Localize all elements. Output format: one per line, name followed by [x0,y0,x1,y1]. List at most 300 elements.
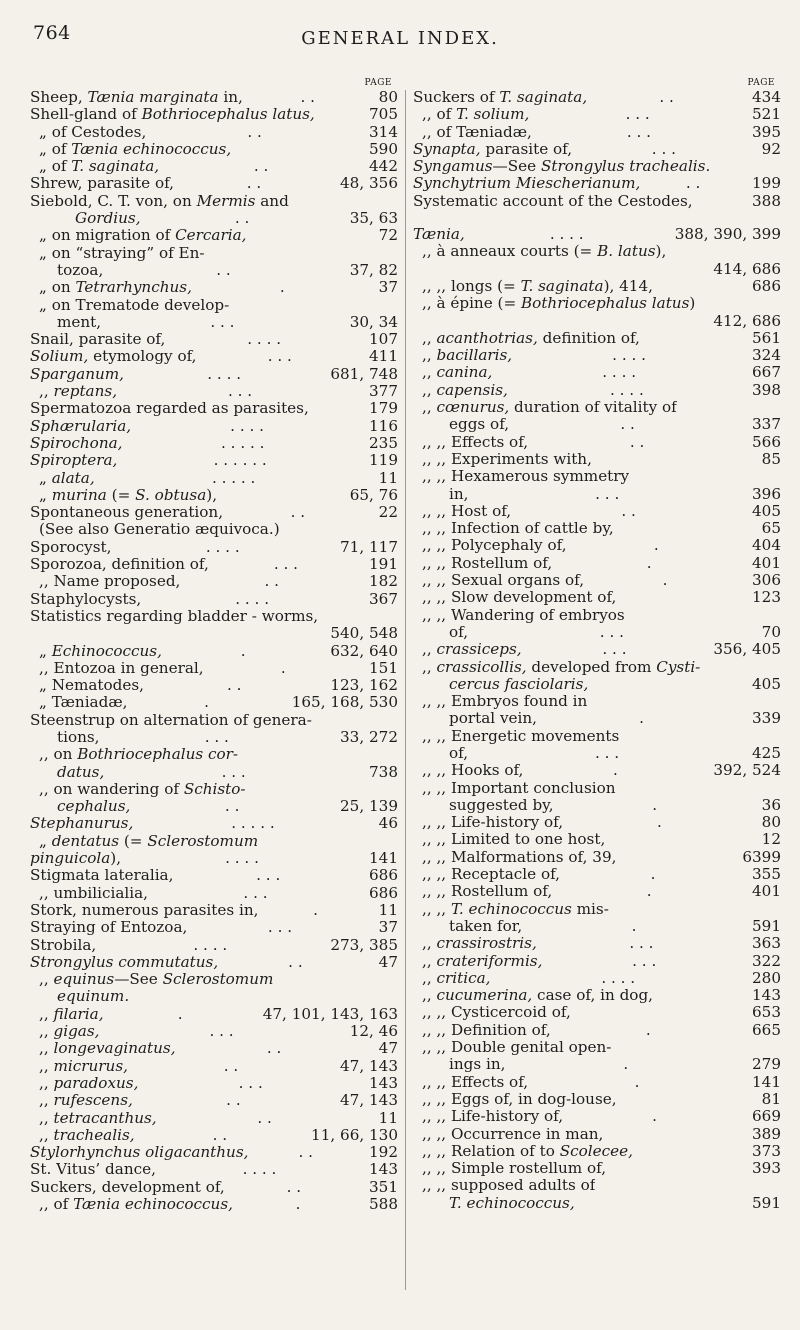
index-entry [413,970,781,987]
entry-segment: longevaginatus, [53,1040,176,1058]
entry-segment: Staphylocysts, [30,590,142,608]
entry-segment: ,, ,, Polycephaly of, [422,537,567,555]
entry-segment: in, [449,485,469,503]
index-entry [413,1091,781,1108]
entry-text [39,297,229,314]
page-reference: 47, 143 [340,1091,398,1110]
entry-segment: filaria, [53,1005,104,1023]
entry-segment: cucumerina, [436,987,533,1005]
entry-segment: Bothriocephalus cor- [77,746,239,764]
entry-segment: ,, ,, Life-history of, [422,1108,564,1126]
index-entry [30,1006,398,1023]
page-reference: 46 [378,814,398,833]
page-reference: 356, 405 [713,640,781,659]
index-entry [413,918,781,935]
entry-text [39,124,146,141]
leader-dots: . . . . . [231,814,275,833]
page-reference: 414, 686 [713,259,781,278]
index-entry [30,694,398,711]
entry-text [449,676,588,693]
entry-segment: Suckers, development of, [30,1178,225,1196]
entry-segment: ,, [422,969,437,987]
entry-text [422,1108,563,1125]
leader-dots: . [177,1004,183,1023]
entry-segment: „ of [39,158,72,176]
index-entry [30,227,398,244]
index-entry [30,591,398,608]
entry-text [422,278,653,295]
page-reference: 686 [752,276,781,295]
entry-segment: ,, Entozoa in general, [39,659,204,677]
leader-dots: . . [266,1039,282,1058]
page-reference: 85 [761,449,781,468]
leader-dots: . . [223,1056,239,1075]
page-reference: 37 [378,918,398,937]
leader-dots: . . [659,88,674,106]
entry-segment: crateriformis, [436,952,543,970]
entry-text [30,1161,156,1178]
entry-segment: paradoxus, [53,1074,139,1092]
entry-text [422,1126,603,1143]
entry-segment: ,, on [39,746,78,764]
entry-text [30,400,309,417]
leader-dots: . . [629,432,645,451]
index-entry [30,850,398,867]
entry-segment: ,, ,, Important conclusion [422,779,616,797]
page-reference: 401 [752,553,781,572]
index-entry [413,814,781,831]
page-reference: 123, 162 [330,676,398,695]
leader-dots: . . . [602,640,627,659]
page-reference: 81 [761,1089,781,1108]
index-entry [30,729,398,746]
entry-segment: ,, ,, Energetic movements [422,727,620,745]
page-reference: 405 [752,501,781,520]
entry-segment: ,, ,, Slow development of, [422,589,617,607]
index-entry [413,1195,781,1212]
page-reference: 401 [752,882,781,901]
index-entry [413,901,781,918]
page-reference: 116 [369,416,398,435]
index-entry [30,1110,398,1127]
index-entry [413,1022,781,1039]
entry-text [39,279,192,296]
leader-dots: . [240,641,246,660]
index-entry [30,867,398,884]
page-reference: 322 [752,951,781,970]
entry-text [449,745,468,762]
index-entry [413,434,781,451]
page-reference: 11 [378,468,398,487]
entry-text [422,106,529,123]
entry-segment: T. echinococcus [450,900,572,918]
page-column-label: PAGE [747,78,775,88]
entry-segment: Stigmata lateralia, [30,867,174,885]
entry-segment: Spontaneous generation, [30,504,224,522]
entry-segment: Spirochona, [30,434,123,452]
entry-segment: of, [449,744,469,762]
entry-segment: Stylorhynchus oligacanthus, [30,1144,249,1162]
page-reference: 70 [761,622,781,641]
entry-segment: Spiroptera, [30,452,118,470]
entry-segment: ,, [39,1074,54,1092]
page-reference: 686 [369,866,398,885]
entry-segment: ,, [39,1023,54,1041]
entry-segment: crassirostris, [436,935,537,953]
entry-text [30,1179,225,1196]
index-entry [413,313,781,330]
leader-dots: . [652,1107,657,1126]
index-entry [413,831,781,848]
entry-segment: ings in, [449,1056,506,1074]
entry-text [422,987,653,1004]
entry-text [39,1092,133,1109]
entry-text [422,364,492,381]
entry-segment: ,, ,, Hexamerous symmetry [422,468,630,486]
entry-text [30,937,96,954]
entry-text [422,295,695,312]
entry-text [422,347,512,364]
entry-text [39,141,231,158]
page-reference: 393 [752,1159,781,1178]
leader-dots: . . . . [612,346,646,365]
entry-segment: Tænia marginata [87,89,219,106]
index-entry [413,1074,781,1091]
leader-dots: . . . . [549,225,584,244]
index-entry [413,797,781,814]
index-entry [30,625,398,642]
page-reference: 47, 101, 143, 163 [262,1004,398,1023]
entry-segment: Sporocyst, [30,538,112,556]
page-reference: 22 [378,503,398,522]
entry-segment: ,, à anneaux courts (= [422,243,598,261]
index-entry [30,1144,398,1161]
index-entry [30,573,398,590]
index-entry [413,520,781,537]
entry-segment: ,, [39,1040,54,1058]
entry-segment: tions, [57,728,100,746]
page-reference: 395 [752,122,781,141]
entry-segment: ,, of Tæniadæ, [422,123,532,141]
index-entry [413,641,781,658]
page-reference: 37, 82 [349,260,398,279]
leader-dots: . . . . [225,849,259,868]
entry-segment: ,, [39,1057,54,1075]
entry-segment: Cysti- [656,658,701,676]
index-entry [30,798,398,815]
entry-text [422,124,532,141]
entry-text [39,1040,176,1057]
entry-text [413,158,710,175]
entry-segment: eggs of, [449,416,510,434]
entry-text [30,539,112,556]
entry-text [422,572,584,589]
entry-segment: ,, of [422,106,457,124]
page-reference: 389 [752,1124,781,1143]
entry-segment: crassiceps, [436,641,522,659]
leader-dots: . . [234,209,250,228]
entry-segment: ,, ,, Cysticercoid of, [422,1004,571,1022]
entry-text [449,624,468,641]
page-reference: 667 [752,363,781,382]
entry-segment: „ on Trematode develop- [39,296,230,314]
entry-segment: „ [39,832,52,850]
entry-segment: ,, [422,381,437,399]
entry-segment: Snail, parasite of, [30,331,166,349]
leader-dots: . [645,1020,651,1039]
entry-text [57,262,103,279]
entry-text [39,833,258,850]
entry-segment: developed from [526,658,657,676]
page-reference: 686 [369,883,398,902]
entry-text [75,210,141,227]
page-reference: 705 [369,105,398,124]
page-reference: 388 [752,191,781,210]
entry-segment: Bothriocephalus latus [521,295,690,313]
index-entry [30,435,398,452]
index-entry [413,953,781,970]
index-entry [413,1004,781,1021]
page-reference: 665 [752,1020,781,1039]
entry-text [422,693,587,710]
entry-segment: duration of vitality of [509,399,677,417]
entry-text [30,919,187,936]
leader-dots: . . . . [207,364,242,383]
page-reference: 373 [752,1141,781,1160]
entry-segment: ,, ,, Life-history of, [422,814,564,832]
index-entry [413,330,781,347]
entry-segment: tozoa, [57,261,104,279]
page-reference: 12, 46 [349,1022,398,1041]
page-reference: 235 [369,433,398,452]
entry-segment: „ [39,469,52,487]
entry-text [30,608,318,625]
entry-segment: ,, ,, Experiments with, [422,450,592,468]
leader-dots: . . [212,1125,228,1144]
page-reference: 143 [369,1073,398,1092]
entry-segment: Echinococcus, [51,642,162,660]
page-reference: 411 [369,347,398,366]
entry-text [30,452,117,469]
entry-segment: (= [119,832,148,850]
page-reference: 561 [752,328,781,347]
leader-dots: . . [257,1108,272,1127]
page-reference: 669 [752,1107,781,1126]
entry-segment: ,, [422,987,437,1005]
entry-segment: Stork, numerous parasites in, [30,901,259,919]
page-reference: 11 [378,900,398,919]
page-reference: 72 [378,226,398,245]
entry-text [39,1127,135,1144]
entry-text [422,1160,606,1177]
entry-text [30,1144,248,1161]
leader-dots: . [623,1055,629,1074]
entry-segment: etymology of, [88,348,197,366]
page-reference: 47 [378,1039,398,1058]
leader-dots: . [634,1072,640,1091]
entry-segment: ), [655,243,667,261]
page-reference: 314 [369,122,398,141]
index-entry [413,572,781,589]
entry-segment: Synapta, [413,140,481,158]
entry-segment: datus, [57,763,105,781]
page-reference: 306 [752,571,781,590]
entry-segment: Strobila, [30,936,97,954]
leader-dots: . . . [256,866,281,885]
page-reference: 590 [369,139,398,158]
leader-dots: . . . . [205,537,240,556]
entry-segment: reptans, [53,383,118,401]
index-entry [30,1179,398,1196]
page-reference: 25, 139 [340,797,398,816]
entry-segment: T. saginata, [71,158,160,176]
entry-text [39,677,144,694]
page-reference: 363 [752,934,781,953]
leader-dots: . . . . [193,935,228,954]
page-reference: 36 [761,795,781,814]
index-entry [413,728,781,745]
index-entry [30,487,398,504]
index-entry [413,537,781,554]
page-reference: 192 [369,1143,398,1162]
entry-text [422,866,560,883]
index-entry [30,1161,398,1178]
index-entry [30,470,398,487]
index-entry [413,935,781,952]
entry-segment: Gordius, [75,210,141,228]
entry-segment: Straying of Entozoa, [30,919,188,937]
index-entry [413,1056,781,1073]
entry-segment: Sclerostomum [147,832,259,850]
entry-text [422,1091,617,1108]
entry-text [30,850,121,867]
entry-text [422,780,616,797]
leader-dots: . . [224,797,240,816]
index-entry [30,954,398,971]
entry-segment: ,, [39,1005,54,1023]
entry-text [57,764,104,781]
entry-text [30,902,258,919]
index-entry [30,452,398,469]
entry-segment: ,, ,, Malformations of, 39, [422,848,617,866]
index-entry [30,1196,398,1213]
index-entry [30,314,398,331]
index-entry [413,347,781,364]
entry-text [413,193,693,210]
index-entry [30,383,398,400]
page-reference: 179 [369,399,398,418]
leader-dots: . [646,882,652,901]
entry-segment: Sheep, [30,89,88,106]
entry-text [39,227,247,244]
index-entry [30,919,398,936]
entry-segment: ,, ,, Effects of, [422,1073,529,1091]
leader-dots: . [631,916,637,935]
index-entry [30,556,398,573]
entry-segment: Cercaria, [175,227,247,245]
entry-text [413,226,465,243]
page-reference: 199 [752,174,781,193]
entry-text [39,521,280,538]
entry-segment: ,, ,, Hooks of, [422,762,524,780]
entry-segment: cephalus, [57,798,131,816]
index-entry [413,710,781,727]
page-reference: 11, 66, 130 [311,1125,398,1144]
index-entry [30,504,398,521]
entry-segment: ,, [422,399,437,417]
page-reference: 37 [378,278,398,297]
entry-text [39,746,238,763]
leader-dots: . . . . [235,589,270,608]
entry-segment: ,, ,, Eggs of, in dog-louse, [422,1090,617,1108]
entry-segment: Strongylus trachealis. [540,158,711,176]
entry-segment: ,, ,, Receptacle of, [422,866,560,884]
entry-segment: T. echinococcus, [449,1194,575,1212]
leader-dots: . . . . . [221,433,265,452]
leader-dots: . . . [594,743,620,762]
entry-segment: definition of, [537,329,640,347]
entry-segment: ,, [422,952,437,970]
entry-text [422,243,666,260]
entry-segment: „ Tæniadæ, [39,694,128,712]
entry-text [422,1177,595,1194]
entry-text [422,1039,611,1056]
leader-dots: . [652,795,658,814]
leader-dots: . . . . . [211,468,256,487]
index-entry [413,295,781,312]
leader-dots: . . . [243,883,268,902]
leader-dots: . . [286,1177,302,1196]
entry-segment: T. saginata, [499,89,588,106]
entry-text [422,814,563,831]
entry-text [39,1058,128,1075]
leader-dots: . . . [629,934,654,953]
entry-text [449,1195,575,1212]
page-reference: 143 [369,1160,398,1179]
page-reference: 165, 168, 530 [291,693,398,712]
index-entry [413,193,781,210]
entry-segment: equinum. [57,988,130,1006]
entry-segment: Suckers of [413,89,500,106]
leader-dots: . [313,900,318,919]
leader-dots: . . [226,1091,241,1110]
index-entry [30,1075,398,1092]
entry-segment: ,, ,, [422,900,451,918]
leader-dots: . . [226,676,242,695]
entry-segment: crassicollis, [436,658,527,676]
leader-dots: . . . . [247,330,282,349]
column-divider [405,90,406,1290]
index-entry [30,815,398,832]
index-entry [30,746,398,763]
leader-dots: . [639,709,644,728]
page-reference: 33, 272 [340,727,398,746]
leader-dots: . . [288,952,303,971]
index-entry [30,902,398,919]
entry-text [30,106,315,123]
leader-dots: . [280,658,286,677]
entry-segment: equinus [53,971,115,989]
entry-segment: critica, [436,969,491,987]
entry-text [449,416,509,433]
entry-text [413,141,572,158]
leader-dots: . [650,865,656,884]
page-reference: 566 [752,432,781,451]
entry-segment: (See also Generatio æquivoca.) [39,521,280,539]
index-entry [413,987,781,1004]
entry-segment: ,, [39,1092,54,1110]
page-reference: 632, 640 [330,641,398,660]
